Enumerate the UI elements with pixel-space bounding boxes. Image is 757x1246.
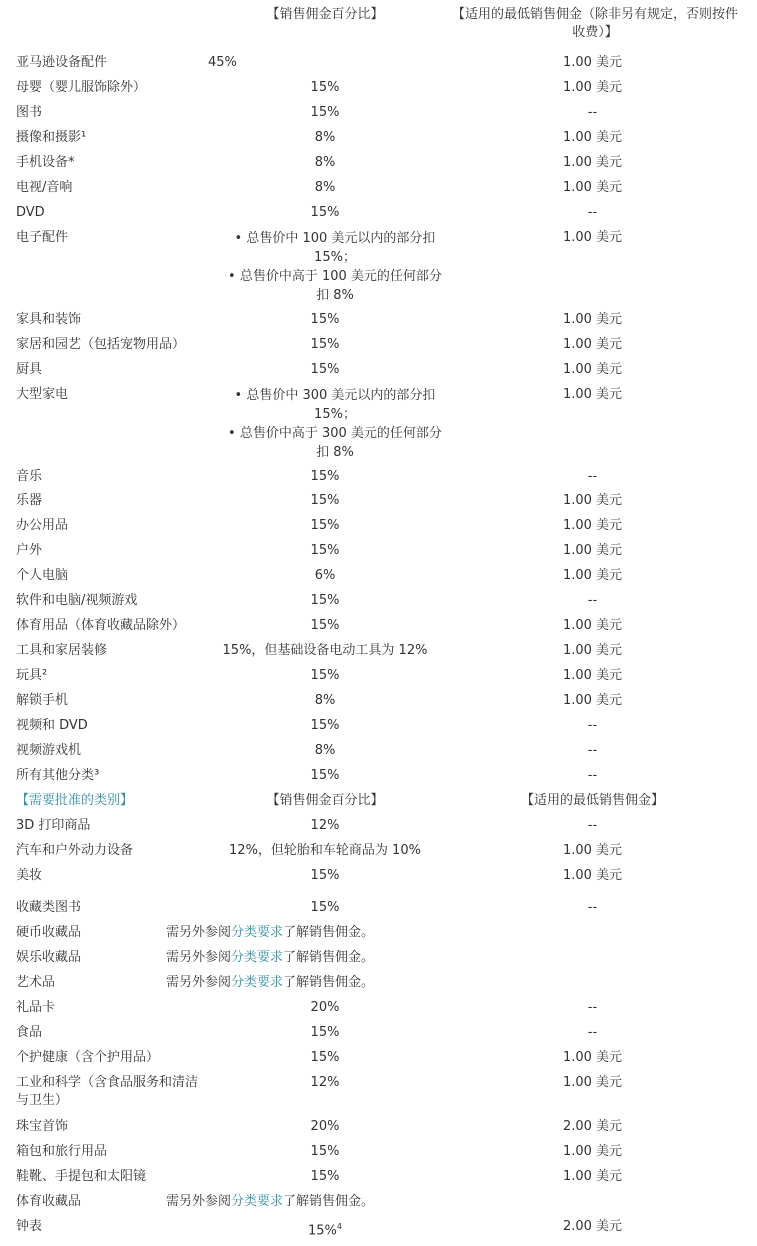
category-requirements-link[interactable]: 分类要求 (231, 975, 284, 990)
category-name: 母婴（婴儿服饰除外） (16, 80, 147, 95)
category-name: 亚马逊设备配件 (16, 55, 108, 70)
commission-percent: 20% (310, 1000, 340, 1015)
commission-percent: 15% (310, 768, 340, 783)
commission-percent: 15% (310, 362, 340, 377)
min-commission: -- (587, 768, 598, 783)
category-requirements-link[interactable]: 分类要求 (231, 925, 284, 940)
commission-percent: 20% (310, 1119, 340, 1134)
commission-percent (200, 1218, 450, 1240)
category-name: 个护健康（含个护用品） (16, 1050, 160, 1065)
tier-bullet: • 总售价中高于 100 美元的任何部分扣 8% (228, 269, 442, 303)
min-commission: 1.00 美元 (562, 230, 623, 245)
category-name: 家居和园艺（包括宠物用品） (16, 337, 186, 352)
category-name: 图书 (16, 105, 43, 120)
commission-tiers (225, 229, 445, 305)
commission-percent: 15% (310, 668, 340, 683)
min-commission: 1.00 美元 (562, 618, 623, 633)
category-name: DVD (16, 205, 45, 220)
min-commission: 1.00 美元 (562, 180, 623, 195)
note-text: 需另外参阅 (166, 1194, 232, 1209)
commission-percent: 15% (310, 543, 340, 558)
min-commission: 1.00 美元 (562, 868, 623, 883)
min-commission: -- (587, 1025, 598, 1040)
min-commission: -- (587, 593, 598, 608)
category-requirements-link[interactable]: 分类要求 (231, 950, 284, 965)
category-name: 礼品卡 (16, 1000, 56, 1015)
min-commission: 1.00 美元 (562, 1169, 623, 1184)
commission-percent: 15% (310, 593, 340, 608)
commission-percent: 6% (314, 568, 336, 583)
category-name: 音乐 (16, 469, 43, 484)
category-name: 摄像和摄影¹ (16, 130, 87, 145)
commission-percent: 15% (310, 469, 340, 484)
commission-percent: 8% (314, 693, 336, 708)
tier-bullet: • 总售价中高于 300 美元的任何部分扣 8% (228, 426, 442, 460)
category-name: 工业和科学（含食品服务和清洁与卫生） (16, 1075, 199, 1108)
tier-bullet: • 总售价中 300 美元以内的部分扣15%； (234, 388, 436, 422)
percent-value: 15% (308, 1223, 337, 1239)
min-commission: -- (587, 469, 598, 484)
category-name: 体育用品（体育收藏品除外） (16, 618, 186, 633)
category-name: 钟表 (16, 1219, 43, 1234)
category-name: 收藏类图书 (16, 900, 82, 915)
min-commission: -- (587, 205, 598, 220)
footnote-marker: 4 (336, 1222, 342, 1231)
min-commission: -- (587, 105, 598, 120)
min-commission: 1.00 美元 (562, 1144, 623, 1159)
header-min-commission: 【适用的最低销售佣金（除非另有规定，否则按件收费）】 (451, 7, 738, 40)
category-name: 视频和 DVD (16, 718, 88, 733)
commission-percent: 12% (310, 818, 340, 833)
min-commission: 1.00 美元 (562, 312, 623, 327)
commission-percent: 15% (310, 312, 340, 327)
note-text: 了解销售佣金。 (283, 925, 375, 940)
category-name: 所有其他分类³ (16, 768, 100, 783)
commission-percent: 15% (310, 1169, 340, 1184)
min-commission: 1.00 美元 (562, 518, 623, 533)
min-commission: -- (587, 718, 598, 733)
category-requirements-link[interactable]: 分类要求 (231, 1194, 284, 1209)
commission-percent: 15% (310, 1025, 340, 1040)
note-text: 需另外参阅 (166, 975, 232, 990)
commission-percent: 45% (208, 55, 237, 70)
min-commission: -- (587, 743, 598, 758)
category-name: 手机设备* (16, 155, 75, 170)
note-text: 了解销售佣金。 (283, 1194, 375, 1209)
category-requirements-note (166, 949, 374, 967)
category-name: 软件和电脑/视频游戏 (16, 593, 138, 608)
commission-percent: 15% (310, 718, 340, 733)
min-commission: 1.00 美元 (562, 693, 623, 708)
commission-percent: 15%，但基础设备电动工具为 12% (222, 643, 428, 658)
category-name: 解锁手机 (16, 693, 69, 708)
commission-percent: 12% (310, 1075, 340, 1090)
min-commission: 1.00 美元 (562, 1075, 623, 1090)
commission-percent: 15% (310, 205, 340, 220)
commission-percent: 15% (310, 105, 340, 120)
category-name: 大型家电 (16, 387, 69, 402)
min-commission: 1.00 美元 (562, 387, 623, 402)
header-commission-percent: 【销售佣金百分比】 (266, 7, 384, 22)
min-commission: 1.00 美元 (562, 668, 623, 683)
category-name: 娱乐收藏品 (16, 950, 82, 965)
category-name: 办公用品 (16, 518, 69, 533)
category-name: 户外 (16, 543, 43, 558)
category-name: 硬币收藏品 (16, 925, 82, 940)
category-name: 箱包和旅行用品 (16, 1144, 108, 1159)
category-name: 3D 打印商品 (16, 818, 91, 833)
note-text: 需另外参阅 (166, 950, 232, 965)
tier-bullet: • 总售价中 100 美元以内的部分扣15%； (234, 231, 436, 265)
min-commission: 1.00 美元 (562, 55, 623, 70)
category-requirements-note (166, 974, 374, 992)
category-name: 玩具² (16, 668, 48, 683)
category-name: 鞋靴、手提包和太阳镜 (16, 1169, 147, 1184)
min-commission: 1.00 美元 (562, 130, 623, 145)
category-name: 艺术品 (16, 975, 56, 990)
category-name: 个人电脑 (16, 568, 69, 583)
category-name: 视频游戏机 (16, 743, 82, 758)
category-name: 珠宝首饰 (16, 1119, 69, 1134)
commission-percent: 8% (314, 180, 336, 195)
category-requirements-note (166, 924, 374, 942)
min-commission: 1.00 美元 (562, 155, 623, 170)
header-commission-percent: 【销售佣金百分比】 (266, 793, 384, 808)
category-name: 电子配件 (16, 230, 69, 245)
min-commission: 1.00 美元 (562, 337, 623, 352)
commission-percent: 8% (314, 130, 336, 145)
commission-percent: 15% (310, 80, 340, 95)
min-commission: -- (587, 1000, 598, 1015)
min-commission: -- (587, 818, 598, 833)
category-requirements-note (166, 1193, 374, 1211)
category-name: 家具和装饰 (16, 312, 82, 327)
min-commission: -- (587, 900, 598, 915)
approval-categories-heading: 【需要批准的类别】 (16, 793, 134, 808)
min-commission: 1.00 美元 (562, 643, 623, 658)
category-name: 电视/音响 (16, 180, 73, 195)
note-text: 需另外参阅 (166, 925, 232, 940)
min-commission: 1.00 美元 (562, 1050, 623, 1065)
category-name: 食品 (16, 1025, 43, 1040)
min-commission: 1.00 美元 (562, 843, 623, 858)
commission-percent: 15% (310, 900, 340, 915)
commission-percent: 12%，但轮胎和车轮商品为 10% (229, 843, 421, 858)
min-commission: 1.00 美元 (562, 493, 623, 508)
category-name: 乐器 (16, 493, 43, 508)
commission-percent: 15% (310, 493, 340, 508)
commission-percent: 15% (310, 1144, 340, 1159)
min-commission: 2.00 美元 (562, 1119, 623, 1134)
min-commission: 1.00 美元 (562, 543, 623, 558)
commission-percent: 15% (310, 337, 340, 352)
commission-percent: 8% (314, 155, 336, 170)
commission-percent: 15% (310, 618, 340, 633)
min-commission: 1.00 美元 (562, 80, 623, 95)
min-commission: 1.00 美元 (562, 568, 623, 583)
commission-percent: 15% (310, 518, 340, 533)
note-text: 了解销售佣金。 (283, 975, 375, 990)
min-commission: 1.00 美元 (562, 362, 623, 377)
commission-tiers (225, 386, 445, 462)
category-name: 汽车和户外动力设备 (16, 843, 134, 858)
header-min-commission: 【适用的最低销售佣金】 (520, 793, 664, 808)
category-name: 体育收藏品 (16, 1194, 82, 1209)
commission-percent: 8% (314, 743, 336, 758)
category-name: 美妆 (16, 868, 43, 883)
category-name: 工具和家居装修 (16, 643, 108, 658)
commission-percent: 15% (310, 868, 340, 883)
note-text: 了解销售佣金。 (283, 950, 375, 965)
category-name: 厨具 (16, 362, 43, 377)
min-commission: 2.00 美元 (562, 1219, 623, 1234)
commission-percent: 15% (310, 1050, 340, 1065)
